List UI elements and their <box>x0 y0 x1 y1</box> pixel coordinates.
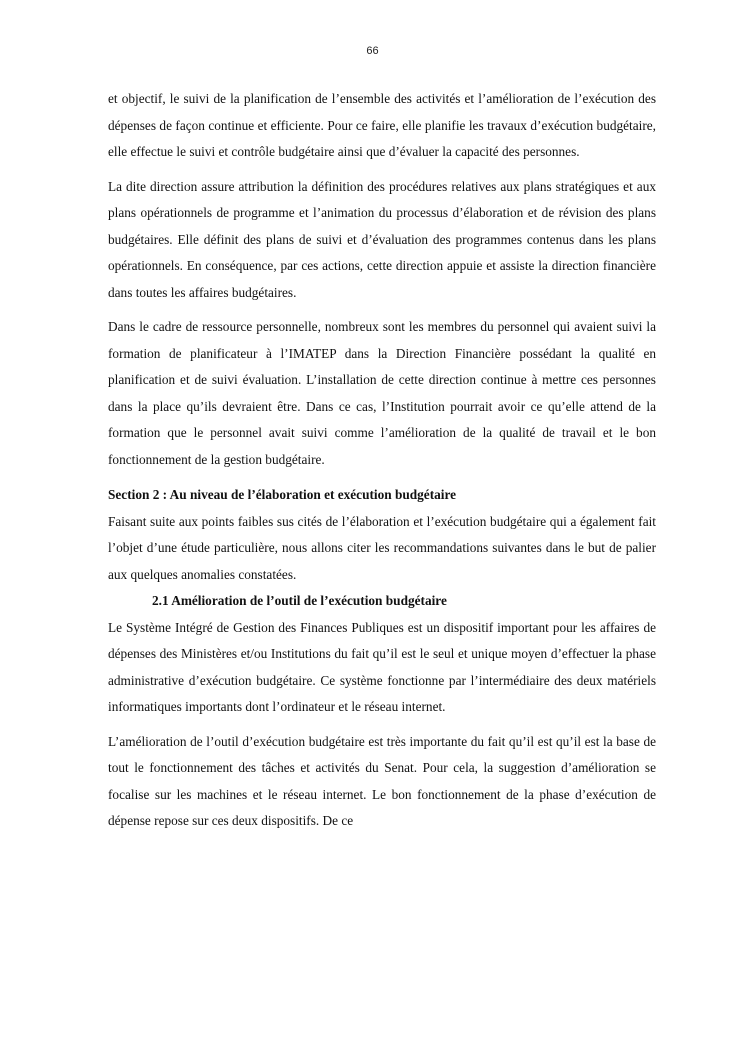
page-body <box>108 86 656 835</box>
section-paragraph: Faisant suite aux points faibles sus cités de l’élaboration et l’exécution budgétaire qui a également fait l’objet d’une étude particulière, nous allons citer les recommandations suivantes dans le but de palier aux quelques anomalies constatées. <box>108 513 656 582</box>
body-paragraph: La dite direction assure attribution la définition des procédures relatives aux plans stratégiques et aux plans opérationnels de programme et l’animation du processus d’élaboration et de révision des plans budgétaires. Elle définit des plans de suivi et d’évaluation des programmes contenus dans les plans opérationnels. En conséquence, par ces actions, cette direction appuie et assiste la direction financière dans toutes les affaires budgétaires. <box>108 178 656 300</box>
subsection-paragraph: L’amélioration de l’outil d’exécution budgétaire est très importante du fait qu’il est qu’il est la base de tout le fonctionnement des tâches et activités du Senat. Pour cela, la suggestion d’amélioration se focalise sur les machines et le réseau internet. Le bon fonctionnement de la phase d’exécution de dépense repose sur ces deux dispositifs. De ce <box>108 733 656 828</box>
body-paragraph: Dans le cadre de ressource personnelle, nombreux sont les membres du personnel qui avaient suivi la formation de planificateur à l’IMATEP dans la Direction Financière possédant la qualité en planification et de suivi évaluation. L’installation de cette direction continue à mettre ces personnes dans la place qu’ils devraient être. Dans ce cas, l’Institution pourrait avoir ce qu’elle attend de la formation que le personnel avait suivi comme l’amélioration de la qualité de travail et le bon fonctionnement de la gestion budgétaire. <box>108 319 656 467</box>
section-heading: Section 2 : Au niveau de l’élaboration et exécution budgétaire <box>108 487 457 502</box>
subsection-heading: 2.1 Amélioration de l’outil de l’exécution budgétaire <box>152 593 447 608</box>
page-number: 66 <box>366 45 379 57</box>
subsection-paragraph: Le Système Intégré de Gestion des Finances Publiques est un dispositif important pour les affaires de dépenses des Ministères et/ou Institutions du fait qu’il est le seul et unique moyen d’effectuer la phase administrative d’exécution budgétaire. Ce système fonctionne par l’intermédiaire des deux matériels informatiques importants dont l’ordinateur et le réseau internet. <box>108 619 656 714</box>
body-paragraph: et objectif, le suivi de la planification de l’ensemble des activités et l’amélioration de l’exécution des dépenses de façon continue et efficiente. Pour ce faire, elle planifie les travaux d’exécution budgétaire, elle effectue le suivi et contrôle budgétaire ainsi que d’évaluer la capacité des personnes. <box>108 91 656 159</box>
